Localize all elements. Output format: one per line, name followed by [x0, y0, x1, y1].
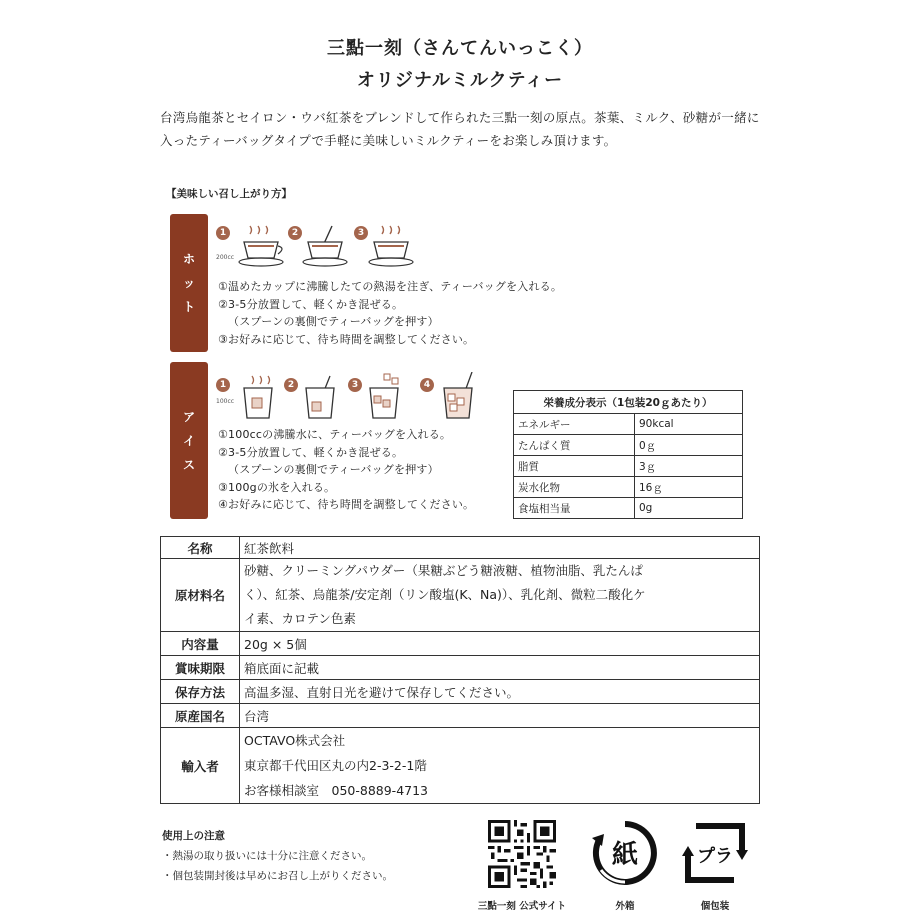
hot-step-text: （スプーンの裏側でティーバッグを押す）: [228, 315, 439, 328]
ingredients-line: く）、紅茶、烏龍茶/安定剤（リン酸塩(K、Na)）、乳化剤、微粒二酸化ケ: [244, 587, 646, 602]
nutrition-value: 90kcal: [635, 414, 743, 435]
importer-label: 輸入者: [161, 728, 240, 804]
nutrition-row: [514, 456, 743, 477]
nutrition-row: [514, 477, 743, 498]
importer-line: 東京都千代田区丸の内2-3-2-1階: [244, 758, 427, 773]
ice-step-text: ④お好みに応じて、待ち時間を調整してください。: [218, 498, 475, 511]
hot-band-char: ト: [182, 300, 195, 314]
nutrition-row: [514, 435, 743, 456]
ice-stir-icon: [300, 374, 340, 422]
importer-line: OCTAVO株式会社: [244, 733, 346, 748]
intro-text: 台湾烏龍茶とセイロン・ウバ紅茶をブレンドして作られた三點一刻の原点。茶葉、ミルク、砂糖が一緒に入ったティーバッグタイプで手軽に美味しいミルクティーをお楽しみ頂けます。: [160, 110, 760, 148]
hot-illustrations: [216, 220, 416, 272]
ice-band-char: イ: [182, 433, 195, 448]
name-label: 名称: [161, 537, 240, 559]
hot-band: [170, 214, 208, 352]
ice-step-number: 2: [284, 378, 298, 392]
ice-step-text: （スプーンの裏側でティーバッグを押す）: [228, 463, 439, 476]
nutrition-header: 栄養成分表示（1包装20ｇあたり）: [514, 391, 743, 414]
product-row-volume: [161, 632, 760, 656]
caution-heading: 使用上の注意: [162, 830, 225, 842]
hot-water-label: 200cc: [216, 254, 235, 261]
volume-label: 内容量: [161, 632, 240, 656]
qr-code-icon[interactable]: [488, 820, 556, 888]
ice-step-number: 3: [348, 378, 362, 392]
title-line-2: オリジナルミルクティー: [356, 70, 564, 91]
hot-cup-icon: [236, 222, 292, 268]
product-row-origin: [161, 704, 760, 728]
hot-stir-icon: [302, 222, 354, 268]
nutrition-label: 食塩相当量: [514, 498, 635, 519]
ingredients-line: イ素、カロテン色素: [244, 611, 356, 626]
expiry-value: 箱底面に記載: [240, 656, 760, 680]
plastic-recycle-icon: [678, 818, 752, 888]
ice-step-text: ②3-5分放置して、軽くかき混ぜる。: [218, 445, 404, 459]
nutrition-table: [513, 390, 743, 519]
nutrition-value: 0ｇ: [635, 435, 743, 456]
ice-step-text: ①100ccの沸騰水に、ティーバッグを入れる。: [218, 428, 452, 441]
hot-step-number: 2: [288, 226, 302, 240]
ice-step-number: 1: [216, 378, 230, 392]
hot-band-char: ホ: [182, 252, 195, 266]
nutrition-label: 脂質: [514, 456, 635, 477]
ice-illustrations: [216, 372, 496, 424]
qr-caption: 三點一刻 公式サイト: [477, 901, 567, 912]
paper-recycle-icon: [590, 818, 660, 888]
nutrition-label: エネルギー: [514, 414, 635, 435]
hot-band-char: ッ: [182, 276, 195, 290]
nutrition-row: [514, 498, 743, 519]
nutrition-value: 3ｇ: [635, 456, 743, 477]
hot-step-number: 3: [354, 226, 368, 240]
expiry-label: 賞味期限: [161, 656, 240, 680]
ingredients-line: 砂糖、クリーミングパウダー（果糖ぶどう糖液糖、植物油脂、乳たんぱ: [244, 563, 643, 578]
ice-add-ice-icon: [364, 372, 408, 422]
hot-step-number: 1: [216, 226, 230, 240]
product-info-table: [160, 536, 760, 804]
product-row-ingredients: [161, 559, 760, 632]
nutrition-label: たんぱく質: [514, 435, 635, 456]
howto-heading: 【美味しい召し上がり方】: [166, 188, 292, 200]
hot-steps: [218, 278, 562, 348]
ice-steps: [218, 426, 474, 514]
ingredients-label: 原材料名: [161, 559, 240, 632]
product-row-storage: [161, 680, 760, 704]
hot-step-text: ①温めたカップに沸騰したての熱湯を注ぎ、ティーバッグを入れる。: [218, 280, 563, 293]
caution-item: ・個包装開封後は早めにお召し上がりください。: [162, 870, 393, 882]
storage-value: 高温多湿、直射日光を避けて保存してください。: [240, 680, 760, 704]
title-line-1: 三點一刻（さんてんいっこく）: [327, 38, 593, 59]
ice-band-char: ス: [182, 457, 195, 472]
nutrition-row: [514, 414, 743, 435]
hot-step-text: ③お好みに応じて、待ち時間を調整してください。: [218, 332, 475, 346]
caution-item: ・熱湯の取り扱いには十分に注意ください。: [162, 850, 372, 862]
ice-step-text: ③100gの氷を入れる。: [218, 480, 336, 494]
product-row-importer: [161, 728, 760, 804]
plastic-symbol: プラ: [697, 846, 733, 867]
origin-value: 台湾: [240, 704, 760, 728]
nutrition-label: 炭水化物: [514, 477, 635, 498]
name-value: 紅茶飲料: [240, 537, 760, 559]
ingredients-value: [240, 559, 760, 632]
hot-ready-icon: [368, 222, 418, 268]
ice-band: [170, 362, 208, 519]
caution-block: [162, 826, 393, 886]
volume-value: 20g × 5個: [240, 632, 760, 656]
ice-band-char: ア: [182, 409, 195, 424]
storage-label: 保存方法: [161, 680, 240, 704]
product-row-expiry: [161, 656, 760, 680]
ice-ready-icon: [438, 372, 482, 422]
paper-symbol: 紙: [611, 840, 639, 870]
importer-line: お客様相談室 050-8889-4713: [244, 783, 429, 798]
paper-caption: 外箱: [615, 901, 635, 912]
product-row-name: [161, 537, 760, 559]
nutrition-value: 16ｇ: [635, 477, 743, 498]
hot-step-text: ②3-5分放置して、軽くかき混ぜる。: [218, 297, 404, 311]
ice-water-label: 100cc: [216, 398, 235, 405]
nutrition-value: 0g: [635, 498, 743, 519]
importer-value: [240, 728, 760, 804]
origin-label: 原産国名: [161, 704, 240, 728]
plastic-caption: 個包装: [700, 901, 730, 912]
ice-step-number: 4: [420, 378, 434, 392]
ice-glass-icon: [238, 374, 278, 422]
